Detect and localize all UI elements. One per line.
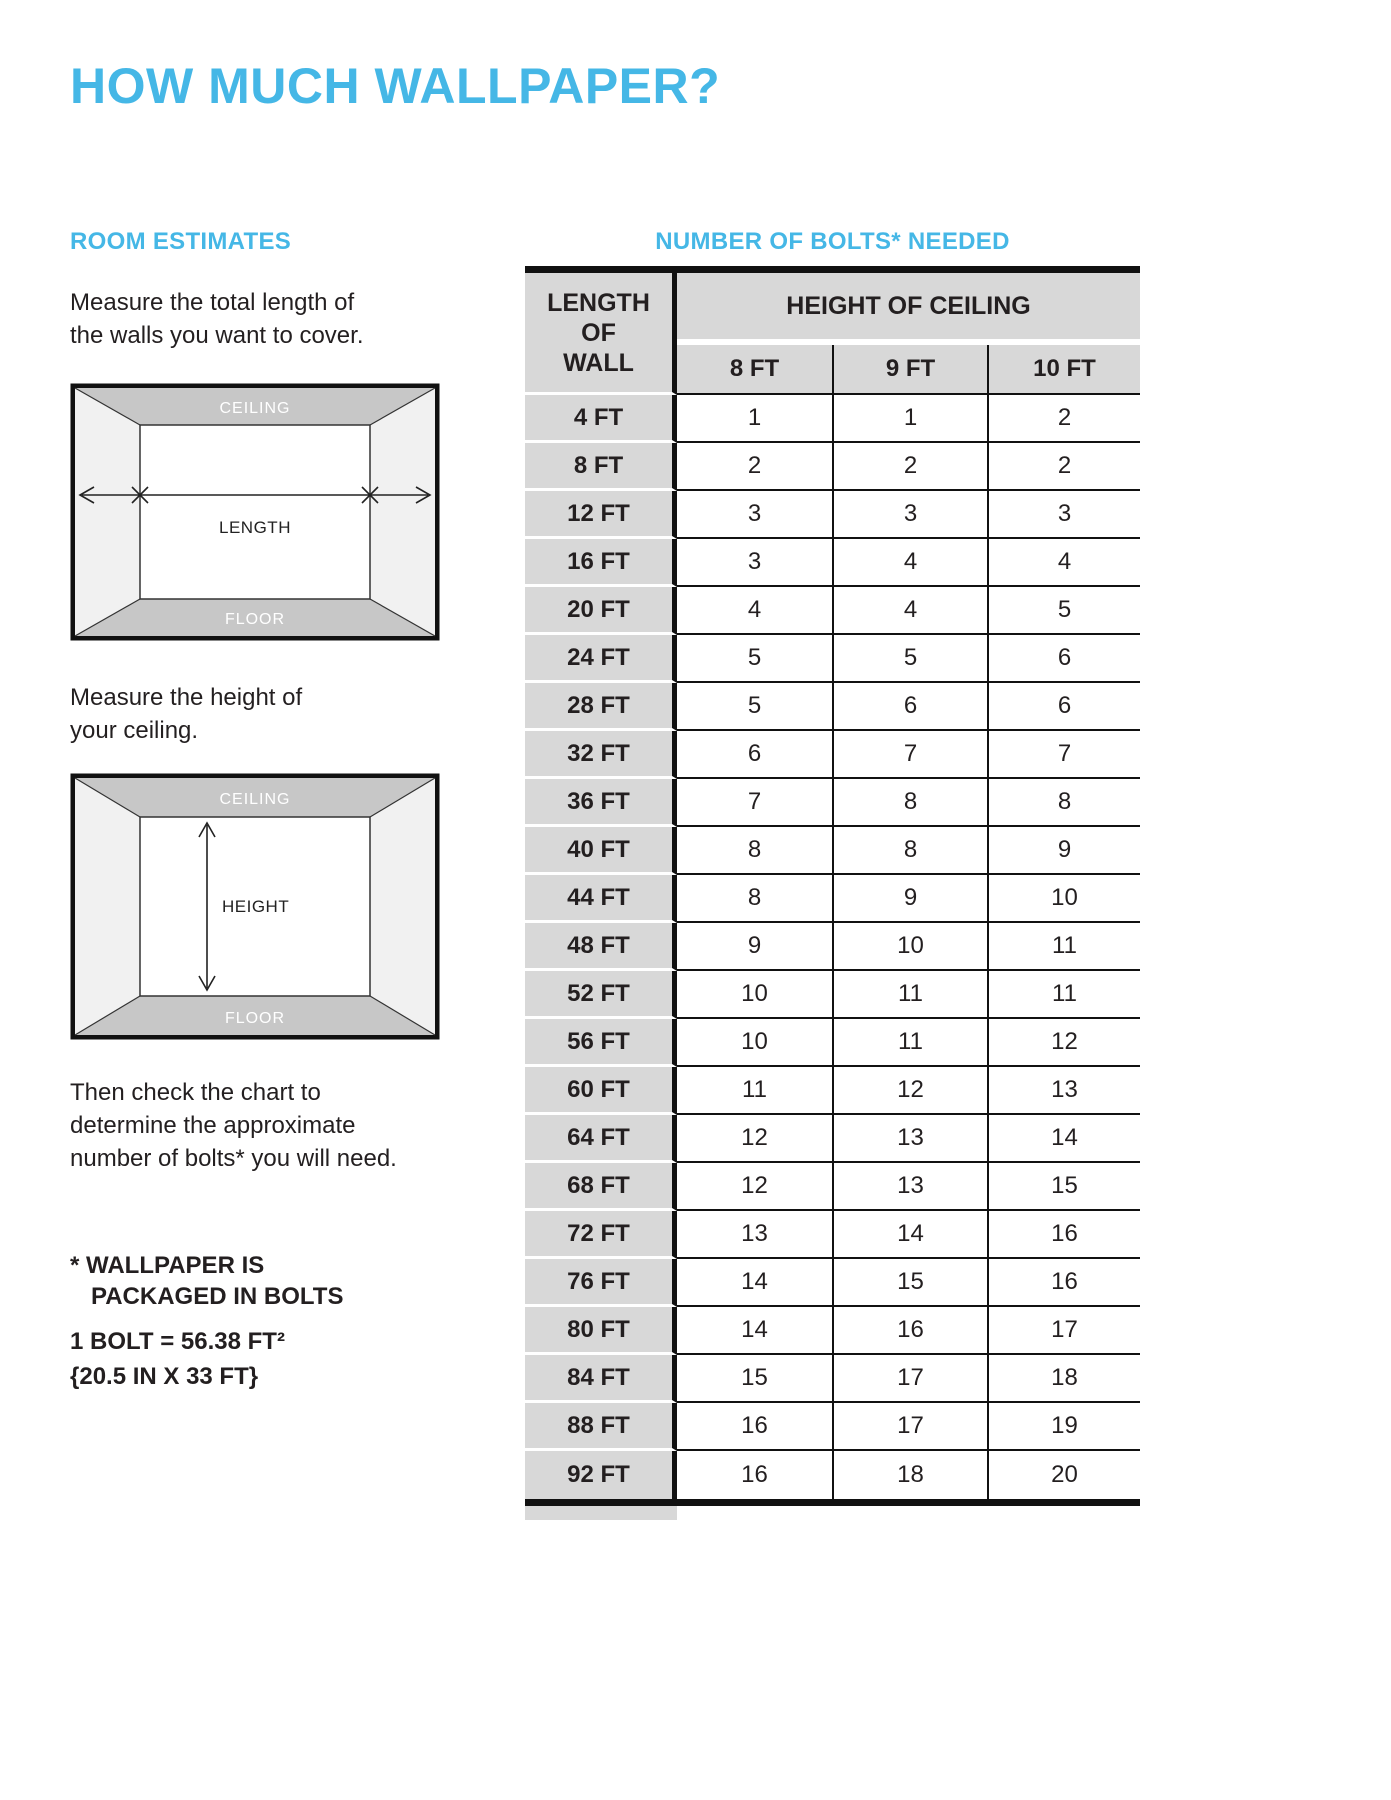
row-label: 16 FT [525,539,677,587]
row-label: 56 FT [525,1019,677,1067]
cell-value: 12 [677,1115,832,1163]
cell-value: 8 [677,827,832,875]
cell-value: 2 [832,443,987,491]
text-line: Measure the height of [70,684,303,711]
bolt-dimensions-info: {20.5 IN X 33 FT} [70,1363,259,1390]
floor-label: FLOOR [224,1010,286,1027]
bolt-size-info: 1 BOLT = 56.38 FT² [70,1328,285,1355]
row-label: 24 FT [525,635,677,683]
text-line: determine the approximate [70,1112,356,1139]
cell-value: 13 [987,1067,1140,1115]
section-heading-room-estimates: ROOM ESTIMATES [70,228,292,255]
cell-value: 4 [832,587,987,635]
cell-value: 19 [987,1403,1140,1451]
length-dimension-label: LENGTH [219,518,291,537]
row-label: 80 FT [525,1307,677,1355]
cell-value: 3 [677,539,832,587]
section-heading-bolts-needed: NUMBER OF BOLTS* NEEDED [655,228,1010,255]
cell-value: 14 [677,1259,832,1307]
cell-value: 20 [987,1451,1140,1499]
ceiling-label: CEILING [219,791,291,808]
cell-value: 10 [677,971,832,1019]
row-label: 88 FT [525,1403,677,1451]
cell-value: 12 [677,1163,832,1211]
row-label: 64 FT [525,1115,677,1163]
cell-value: 13 [832,1163,987,1211]
row-label: 92 FT [525,1451,677,1499]
cell-value: 16 [677,1403,832,1451]
cell-value: 17 [832,1355,987,1403]
instruction-step3 [70,1076,397,1175]
cell-value: 18 [987,1355,1140,1403]
cell-value: 12 [987,1019,1140,1067]
instruction-step2 [70,681,302,747]
cell-value: 3 [987,491,1140,539]
cell-value: 11 [832,971,987,1019]
row-label: 20 FT [525,587,677,635]
cell-value: 8 [832,779,987,827]
bolts-table [525,266,1140,1506]
cell-value: 5 [677,683,832,731]
text-line: the walls you want to cover. [70,322,364,349]
cell-value: 14 [677,1307,832,1355]
cell-value: 1 [832,395,987,443]
cell-value: 9 [677,923,832,971]
cell-value: 2 [677,443,832,491]
row-label: 72 FT [525,1211,677,1259]
cell-value: 11 [677,1067,832,1115]
cell-value: 7 [677,779,832,827]
row-label: 44 FT [525,875,677,923]
cell-value: 6 [677,731,832,779]
cell-value: 9 [832,875,987,923]
table-row-header: LENGTH OF WALL [525,273,677,395]
text-line: Then check the chart to [70,1079,321,1106]
cell-value: 2 [987,443,1140,491]
floor-label: FLOOR [224,611,286,628]
cell-value: 8 [987,779,1140,827]
col-header-9ft: 9 FT [832,345,987,395]
cell-value: 17 [987,1307,1140,1355]
row-label: 12 FT [525,491,677,539]
row-label: 40 FT [525,827,677,875]
cell-value: 12 [832,1067,987,1115]
cell-value: 6 [987,683,1140,731]
cell-value: 11 [987,923,1140,971]
cell-value: 15 [677,1355,832,1403]
row-label: 32 FT [525,731,677,779]
cell-value: 16 [987,1211,1140,1259]
cell-value: 14 [832,1211,987,1259]
bolts-footnote [70,1250,343,1312]
cell-value: 17 [832,1403,987,1451]
page-title: HOW MUCH WALLPAPER? [70,58,721,114]
cell-value: 9 [987,827,1140,875]
cell-value: 3 [832,491,987,539]
cell-value: 6 [832,683,987,731]
cell-value: 11 [987,971,1140,1019]
col-header-10ft: 10 FT [987,345,1140,395]
row-label: 84 FT [525,1355,677,1403]
room-length-diagram [70,383,440,641]
cell-value: 4 [832,539,987,587]
table-col-group-header: HEIGHT OF CEILING [677,273,1140,345]
cell-value: 5 [677,635,832,683]
cell-value: 16 [741,1461,768,1488]
row-label: 68 FT [525,1163,677,1211]
cell-value: 13 [832,1115,987,1163]
cell-value: 4 [677,587,832,635]
ceiling-label: CEILING [219,400,291,417]
cell-value: 15 [832,1259,987,1307]
cell-value: 2 [987,395,1140,443]
cell-value: 7 [987,731,1140,779]
cell-value: 5 [987,587,1140,635]
cell-value: 16 [987,1259,1140,1307]
cell-value: 8 [677,875,832,923]
cell-value: 15 [987,1163,1140,1211]
row-label: 60 FT [525,1067,677,1115]
cell-value: 3 [677,491,832,539]
cell-value: 5 [832,635,987,683]
col-header-8ft: 8 FT [677,345,832,395]
row-label: 36 FT [525,779,677,827]
row-label: 76 FT [525,1259,677,1307]
cell-value: 1 [677,395,832,443]
text-line: your ceiling. [70,717,199,744]
cell-value: 14 [987,1115,1140,1163]
cell-value: 8 [832,827,987,875]
row-label: 28 FT [525,683,677,731]
cell-value: 11 [832,1019,987,1067]
cell-value: 10 [987,875,1140,923]
text-line: Measure the total length of [70,289,355,316]
room-height-diagram [70,773,440,1040]
row-label: 48 FT [525,923,677,971]
cell-value: 4 [987,539,1140,587]
cell-value: 10 [677,1019,832,1067]
text-line: number of bolts* you will need. [70,1145,397,1172]
height-dimension-label: HEIGHT [222,897,290,916]
text-line: PACKAGED IN BOLTS [91,1283,344,1310]
text-line: * WALLPAPER IS [70,1252,265,1279]
cell-value: 16 [832,1307,987,1355]
instruction-step1 [70,286,363,352]
row-label: 8 FT [525,443,677,491]
table-footer-stub [525,1506,677,1520]
row-label: 52 FT [525,971,677,1019]
cell-value: 7 [832,731,987,779]
cell-value: 6 [987,635,1140,683]
cell-value: 10 [832,923,987,971]
cell-value: 13 [677,1211,832,1259]
cell-value: 18 [832,1451,987,1499]
row-label: 4 FT [525,395,677,443]
